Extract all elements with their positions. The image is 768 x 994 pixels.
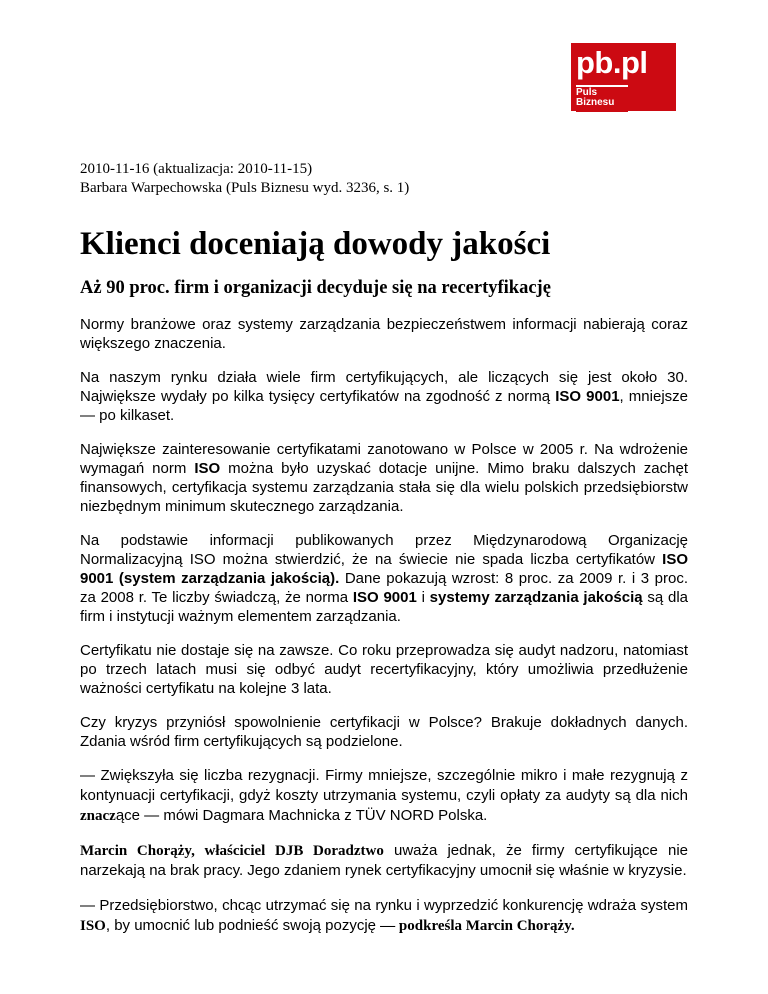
p2-text-c: , mniejsze — po kilkaset. — [80, 388, 688, 424]
paragraph-8 — [80, 841, 688, 881]
pb-logo[interactable] — [571, 43, 676, 111]
p4-text-c: można stwierdzić, że na świecie nie spada liczba certyfikatów — [215, 551, 663, 568]
p4-text-a: Na podstawie informacji publikowanych przez Międzynarodową Organizację Normalizacyjną — [80, 532, 688, 568]
p4-iso: ISO — [189, 551, 216, 568]
paragraph-2 — [80, 368, 688, 425]
p9-iso: ISO — [80, 918, 106, 934]
article-byline: Barbara Warpechowska (Puls Biznesu wyd. 3236, s. 1) — [80, 180, 410, 196]
paragraph-9 — [80, 896, 688, 936]
p2-iso-9001: ISO 9001 — [555, 388, 620, 405]
p9-attribution: — podkreśla Marcin Chorąży. — [380, 918, 575, 934]
logo-sub-text — [576, 85, 628, 112]
paragraph-7 — [80, 766, 688, 826]
article-meta — [80, 160, 688, 198]
paragraph-6: Czy kryzys przyniósł spowolnienie certyfikacji w Polsce? Brakuje dokładnych danych. Zdania wśród firm certyfikujących są podzielone. — [80, 714, 688, 750]
p4-text-g: i — [416, 589, 430, 606]
logo-main-text: pb.pl — [576, 45, 648, 80]
article-date: 2010-11-16 (aktualizacja: 2010-11-15) — [80, 161, 313, 177]
article-subtitle: Aż 90 proc. firm i organizacji decyduje się na recertyfikację — [80, 278, 551, 298]
logo-sub-line1: Puls — [576, 87, 598, 98]
paragraph-4 — [80, 531, 688, 626]
p9-text-a: — Przedsiębiorstwo, chcąc utrzymać się na rynku i wyprzedzić konkurencję wdraża system — [80, 897, 688, 914]
paragraph-5: Certyfikatu nie dostaje się na zawsze. Co roku przeprowadza się audyt nadzoru, natomiast po trzech latach musi się odbyć audyt recertyfikacyjny, który umożliwia przedłużenie ważności certyfikatu na kolejne 3 lata. — [80, 642, 688, 697]
p4-text-e: Dane pokazują wzrost: 8 proc. za 2009 r. i 3 proc. za 2008 r. Te liczby świadczą, że norma — [80, 570, 689, 606]
p7-bold: znacz — [80, 808, 116, 824]
p4-systemy: systemy zarządzania jakością — [429, 589, 643, 606]
article — [80, 160, 688, 936]
paragraph-3 — [80, 440, 688, 516]
p7-text-c: ące — mówi Dagmara Machnicka z TÜV NORD Polska. — [115, 807, 488, 824]
p8-text-b: uważa jednak, że firmy certyfikujące nie narzekają na brak pracy. Jego zdaniem rynek certyfikacyjny umocnił się właśnie w kryzysie. — [80, 842, 688, 879]
p9-text-c: , by umocnić lub podnieść swoją pozycję — [105, 917, 381, 934]
p4-iso-9001: ISO 9001 — [352, 589, 417, 606]
p7-text-a: — Zwiększyła się liczba rezygnacji. Firmy mniejsze, szczególnie mikro i małe rezygnują z kontynuacji certyfikacji, gdyż koszty utrzymania systemu, czyli opłaty za audyty są dla nich — [80, 767, 688, 804]
p4-text-i: są dla firm i instytucji ważnym elementem zarządzania. — [80, 589, 689, 625]
p3-text-c: można było uzyskać dotacje unijne. Mimo braku dalszych zachęt finansowych, certyfikacja systemu zarządzania stała się dla wielu polskich przedsiębiorstw niezbędnym minimum skutecznego zarządzania. — [80, 460, 688, 515]
p4-iso-9001-system: ISO 9001 (system zarządzania jakością). — [80, 551, 689, 587]
paragraph-1: Normy branżowe oraz systemy zarządzania bezpieczeństwem informacji nabierają coraz większego znaczenia. — [80, 316, 688, 352]
logo-sub-line2: Biznesu — [576, 97, 615, 108]
p2-text-a: Na naszym rynku działa wiele firm certyfikujących, ale liczących się jest około 30. Największe wydały po kilka tysięcy certyfikatów na zgodność z normą — [80, 369, 688, 405]
p3-iso: ISO — [194, 460, 221, 477]
p3-text-a: Największe zainteresowanie certyfikatami zanotowano w Polsce w 2005 r. Na wdrożenie wymagań norm — [80, 441, 688, 477]
article-title: Klienci doceniają dowody jakości — [80, 226, 551, 262]
p8-name: Marcin Chorąży, właściciel DJB Doradztwo — [80, 843, 384, 859]
